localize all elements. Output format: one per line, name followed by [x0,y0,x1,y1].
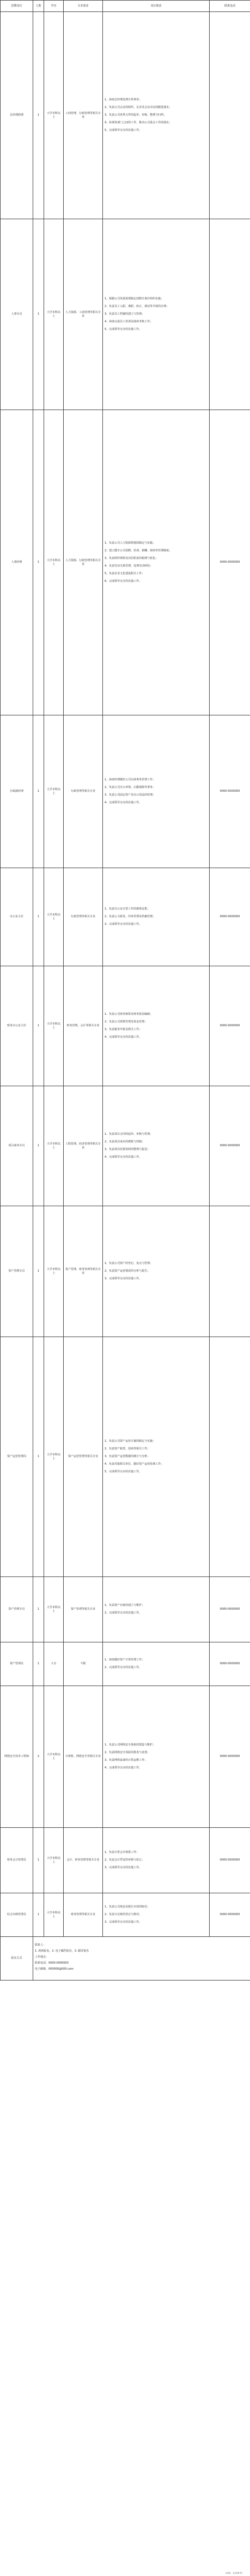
table-row [1,1828,250,1893]
notes-label: 报名方式 [1,1937,33,1981]
duty-item: 4、完成领导交办的其他工作。 [105,1766,142,1770]
header-major: 专业要求 [64,1,103,12]
position-cell: 行政副经理 [1,715,33,868]
table-row [1,1337,250,1577]
duties-cell [103,966,210,1086]
duty-item: 1、负责项目合同的起草、审核与管理； [105,1133,153,1136]
duty-item: 5、负责企业文化建设相关工作； [105,572,145,575]
duty-item: 1、负责公司资产的登记、盘点与管理； [105,1262,153,1265]
major-cell: 会计、财务管理等相关专业 [64,1828,103,1893]
count-cell: 1 [33,1642,44,1686]
education-cell: 大学本科以上 [44,1577,64,1642]
position-cell: 资产运营管理岗 [1,1337,33,1577]
duty-item: 4、协调各部门之间的工作，推动公司重点工作的落实； [105,121,172,124]
phone-cell: 0000-0000000 [210,715,250,868]
header-phone: 联系电话 [210,1,250,12]
duty-item: 5、完成领导交办的其他工作。 [105,129,142,132]
education-cell: 大学本科以上 [44,1206,64,1337]
duty-item: 4、完成领导交办的其他工作。 [105,1155,142,1159]
position-cell: 办公室主任 [1,868,33,966]
duty-item: 2、完成领导交办的其他工作。 [105,1666,142,1669]
table-row [1,410,250,715]
table-row [1,715,250,868]
duty-item: 2、负责公司会议的组织、记录及会议决议的跟进落实； [105,106,172,109]
major-cell: 资产管理、财务管理等相关专业 [64,1206,103,1337]
duty-item: 2、负责公文收发、印章管理及档案管理； [105,915,156,918]
duty-item: 2、负责资产运营情况的分析与报告； [105,1269,150,1273]
count-cell: 1 [33,715,44,868]
duty-item: 3、负责组织架构及岗位职责的梳理与优化； [105,557,158,560]
notes-line: 电子邮箱：000000@000.com [35,1967,74,1971]
education-cell: 大学本科以上 [44,1337,64,1577]
duty-item: 1、根据公司发展需要制定招聘计划并组织实施； [105,297,164,300]
count-cell: 1 [33,410,44,715]
duties-cell [103,1206,210,1337]
phone-cell: 0000-0000000 [210,410,250,715]
count-cell: 1 [33,868,44,966]
duties-cell [103,219,210,410]
table-row [1,868,250,966]
phone-cell: 0000-0000000 [210,1086,250,1206]
position-cell: 综合出纳管理员 [1,1893,33,1937]
table-row [1,1577,250,1642]
phone-cell [210,219,250,410]
notes-line: 1. 现场报名，2. 电子邮件报名，3. 邮寄报名 [35,1949,89,1953]
education-cell: 大学本科以上 [44,1086,64,1206]
duties-cell [103,1337,210,1577]
duty-item: 2、负责会计凭证的审核与装订； [105,1858,145,1862]
header-position: 招聘岗位 [1,1,33,12]
table-row [1,1686,250,1828]
notes-cell [33,1937,250,1981]
education-cell: 大学本科以上 [44,1893,64,1937]
education-cell: 大学本科以上 [44,12,64,219]
duty-item: 1、负责日常会计核算工作； [105,1851,139,1854]
count-cell: 1 [33,1577,44,1642]
education-cell: 大学本科以上 [44,1828,64,1893]
phone-cell: 0000-0000000 [210,1577,250,1642]
position-cell: 人事经理 [1,410,33,715]
duty-item: 1、负责公司财务核算及财务报表编制； [105,1013,153,1016]
duty-item: 2、完成领导交办的其他工作。 [105,1611,142,1615]
duties-cell [103,1642,210,1686]
major-cell: 行政管理等相关专业 [64,868,103,966]
duties-cell [103,1577,210,1642]
duty-item: 3、负责资产运营数据的统计与分析； [105,1455,150,1458]
position-cell: 财务办公室主任 [1,966,33,1086]
major-cell: 人力资源、行政管理等相关专业 [64,410,103,715]
notes-line: 工作地点： [35,1955,49,1959]
phone-cell [210,1337,250,1577]
duties-cell [103,715,210,868]
major-cell: 工商管理、行政管理等相关专业 [64,12,103,219]
duty-item: 3、完成领导交办的其他工作。 [105,1866,142,1869]
count-cell: 1 [33,1086,44,1206]
table-header-row [1,1,250,12]
count-cell: 1 [33,1337,44,1577]
position-cell: 财务会计管理员 [1,1828,33,1893]
phone-cell: 0000-0000000 [210,868,250,966]
duty-item: 4、负责劳动关系管理，处理劳动纠纷； [105,564,153,568]
duty-item: 1、负责办公室日常工作的统筹安排； [105,907,150,911]
education-cell: 大学本科以上 [44,868,64,966]
major-cell: 人力资源、工商管理等相关专业 [64,219,103,410]
phone-cell [210,12,250,219]
duties-cell [103,410,210,715]
header-count: 人数 [33,1,44,12]
phone-cell: 0000-0000000 [210,966,250,1086]
duty-item: 2、建立健全公司招聘、培训、薪酬、绩效等管理制度； [105,549,172,552]
duty-item: 2、负责公司预算管理及资金管理； [105,1020,148,1024]
duty-item: 3、负责公司固定资产及办公用品的管理； [105,793,156,797]
phone-cell [210,1206,250,1337]
duty-item: 1、协助总经理处理日常事务； [105,98,142,101]
table-row [1,1642,250,1686]
duty-item: 2、负责资产租赁、招商等相关工作； [105,1447,150,1450]
duty-item: 2、负责员工入职、离职、转正、调动等手续的办理； [105,305,169,308]
duty-item: 3、负责员工档案的建立与管理； [105,312,145,316]
education-cell: 大学本科以上 [44,966,64,1086]
position-cell: 项目商务专员 [1,1086,33,1206]
phone-cell: 0000-0000000 [210,1686,250,1828]
duty-item: 4、完成领导交办的其他工作。 [105,1036,142,1039]
duty-item: 3、完成领导交办的其他工作。 [105,923,142,926]
position-cell: 资产管理专员 [1,1206,33,1337]
duty-item: 3、完成领导交办的其他工作。 [105,1277,142,1280]
notes-row [1,1937,250,1981]
duty-item: 1、协助经理做好公司行政事务管理工作； [105,778,156,781]
major-cell: 资产管理等相关专业 [64,1577,103,1642]
duty-item: 1、负责公司现金及银行存款的收付； [105,1905,150,1909]
table-row [1,219,250,410]
table-row [1,1086,250,1206]
position-cell: 资产管理专员 [1,1577,33,1642]
major-cell: 财务管理、会计等相关专业 [64,966,103,1086]
header-duties: 岗位职责 [103,1,210,12]
duty-item: 3、负责公司各类文件的起草、审核、整理与归档； [105,113,167,117]
count-cell: 1 [33,966,44,1086]
count-cell: 2 [33,1686,44,1828]
notes-line: 联系电话：0000-0000000 [35,1961,69,1965]
position-cell: 人事专员 [1,219,33,410]
education-cell: 大学本科以上 [44,715,64,868]
education-cell: 大学本科以上 [44,410,64,715]
header-education: 学历 [44,1,64,12]
position-cell: 总经理助理 [1,12,33,219]
count-cell: 1 [33,12,44,219]
major-cell: 资产运营管理等相关专业 [64,1337,103,1577]
duty-item: 2、负责网络安全风险的排查与处置； [105,1751,150,1754]
major-cell: 财务管理等相关专业 [64,1893,103,1937]
count-cell: 1 [33,1206,44,1337]
duty-item: 3、负责网络设备的日常运维工作； [105,1759,148,1762]
table-row [1,1206,250,1337]
major-cell: 行政管理等相关专业 [64,715,103,868]
phone-cell: 0000-0000000 [210,1642,250,1686]
notes-line: 联系人： [35,1943,46,1947]
duty-item: 1、负责公司网络安全体系的建设与维护； [105,1743,156,1747]
duty-item: 5、完成领导交办的其他工作。 [105,1470,142,1473]
education-cell: 大专 [44,1642,64,1686]
duties-cell [103,1893,210,1937]
table-row [1,966,250,1086]
duty-item: 4、完成领导交办的其他工作。 [105,801,142,804]
count-cell: 1 [33,219,44,410]
duty-item: 2、负责公司办公环境、后勤保障等事务； [105,786,156,789]
duty-item: 2、负责项目成本的测算与控制； [105,1140,145,1143]
education-cell: 大学本科以上 [44,1686,64,1828]
duty-item: 4、负责对接相关单位，做好资产运营协调工作； [105,1462,164,1466]
duties-cell [103,868,210,966]
duties-cell [103,1686,210,1828]
footer-note: (网络 · 仅供参考) [225,2572,242,2574]
position-cell: 网络安全技术工程师 [1,1686,33,1828]
phone-cell: 0000-0000000 [210,1828,250,1893]
duty-item: 4、协助完成员工培训及绩效考核工作； [105,320,153,323]
table-row [1,1893,250,1937]
duty-item: 3、负责项目结算资料的整理与报送； [105,1148,150,1151]
count-cell: 1 [33,1893,44,1937]
duty-item: 3、完成领导交办的其他工作。 [105,1921,142,1924]
duty-item: 3、负责税务申报及相关工作； [105,1028,142,1031]
major-cell: 不限 [64,1642,103,1686]
major-cell: 计算机、网络安全等相关专业 [64,1686,103,1828]
duties-cell [103,1086,210,1206]
duty-item: 5、完成领导交办的其他工作。 [105,328,142,331]
duty-item: 1、负责资产台账的建立与维护； [105,1604,145,1607]
duty-item: 1、协助做好资产日常管理工作； [105,1658,145,1662]
table-row [1,12,250,219]
duty-item: 6、完成领导交办的其他工作。 [105,580,142,583]
education-cell: 大学本科以上 [44,219,64,410]
duties-cell [103,12,210,219]
count-cell: 1 [33,1828,44,1893]
duty-item: 1、负责公司人力资源规划的制定与实施； [105,541,156,545]
duty-item: 2、负责日记账的登记与核对； [105,1913,142,1916]
duties-cell [103,1828,210,1893]
position-cell: 资产管理员 [1,1642,33,1686]
phone-cell: 0000-0000000 [210,1893,250,1937]
major-cell: 工程管理、经济管理等相关专业 [64,1086,103,1206]
duty-item: 1、负责公司资产运营方案的制定与实施； [105,1440,156,1443]
